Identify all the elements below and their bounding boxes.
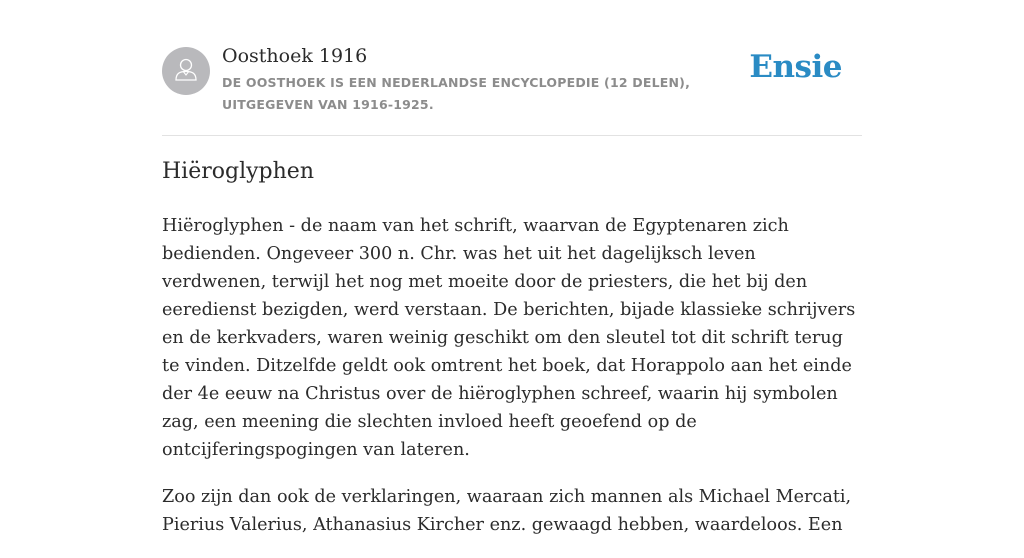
page <box>162 0 862 535</box>
article-paragraph: Zoo zijn dan ook de verklaringen, waaraan zich mannen als Michael Mercati, Pierius Valerius, Athanasius Kircher enz. gewaagd hebben, waardeloos. Een <box>162 487 852 535</box>
source-description: DE OOSTHOEK IS EEN NEDERLANDSE ENCYCLOPEDIE (12 DELEN), UITGEGEVEN VAN 1916-1925. <box>222 75 691 112</box>
article-body <box>162 212 862 558</box>
avatar[interactable] <box>162 47 210 95</box>
ensie-logo[interactable]: Ensie <box>749 49 842 85</box>
source-header <box>162 0 862 136</box>
source-title[interactable]: Oosthoek 1916 <box>222 45 368 67</box>
article-paragraph: Hiëroglyphen - de naam van het schrift, waarvan de Egyptenaren zich bedienden. Ongeveer 300 n. Chr. was het uit het dagelijksch leven verdwenen, terwijl het nog met moeite door de priesters, die het bij den eeredienst bezigden, werd verstaan. De berichten, bijade klassieke schrijvers en de kerkvaders, waren weinig geschikt om den sleutel tot dit schrift terug te vinden. Ditzelfde geldt ook omtrent het boek, dat Horappolo aan het einde der 4e eeuw na Christus over de hiëroglyphen schreef, waarin hij symbolen zag, een meening die slechten invloed heeft geoefend op de ontcijferingspogingen van lateren. <box>162 216 856 460</box>
user-icon <box>171 54 201 88</box>
article-title: Hiëroglyphen <box>162 159 314 184</box>
